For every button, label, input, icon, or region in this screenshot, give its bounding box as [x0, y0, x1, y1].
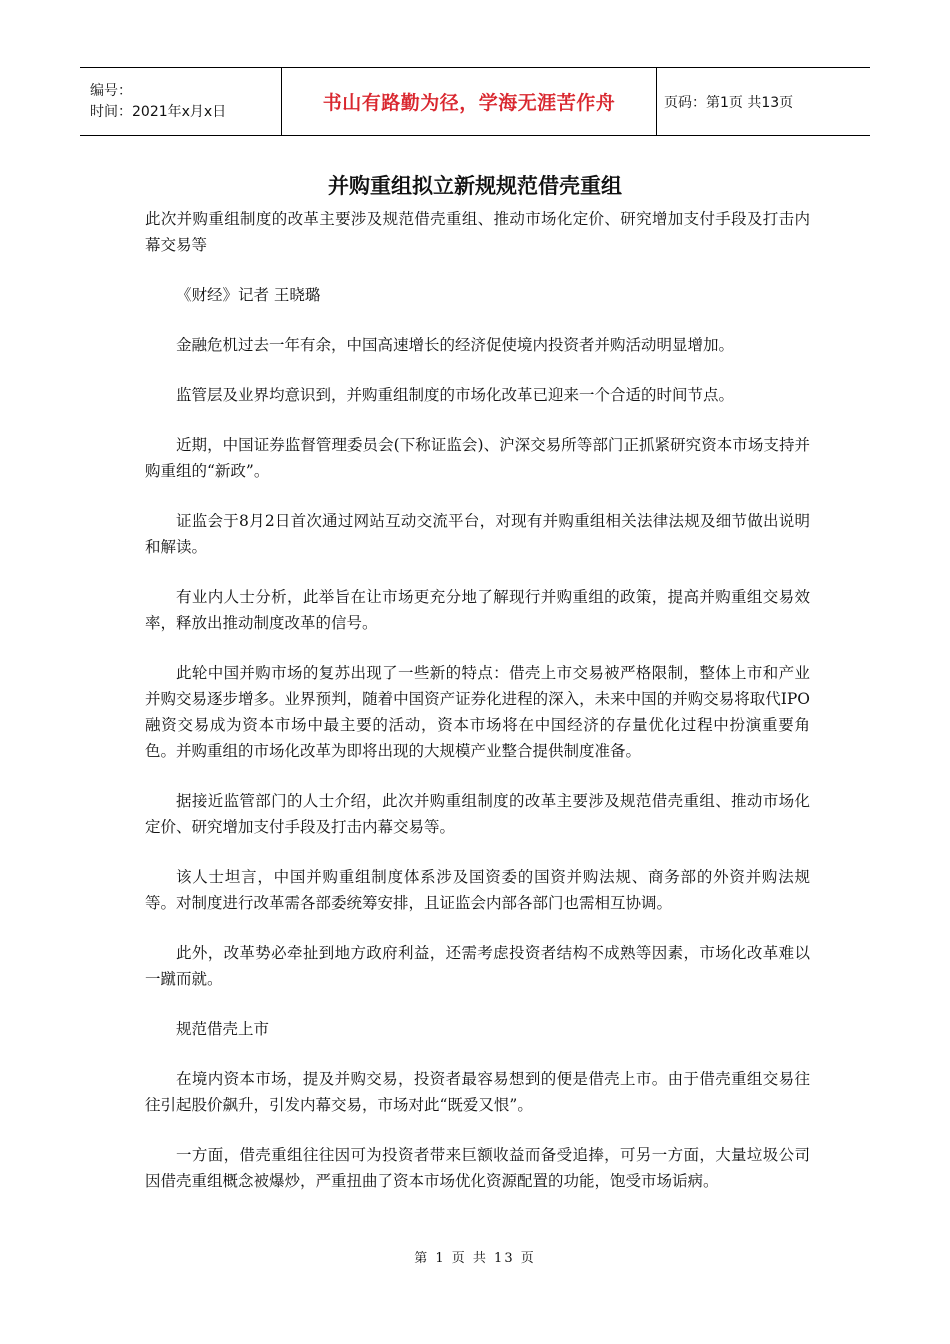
- document-date: 时间：2021年x月x日: [90, 103, 227, 120]
- article-paragraph: 该人士坦言，中国并购重组制度体系涉及国资委的国资并购法规、商务部的外资并购法规等。对制度进行改革需各部委统筹安排，且证监会内部各部门也需相互协调。: [145, 868, 810, 912]
- section-heading: 规范借壳上市: [176, 1020, 270, 1038]
- header-page-info-cell: [657, 68, 870, 135]
- article-byline: 《财经》记者 王晓璐: [176, 286, 321, 304]
- article-lead: 此次并购重组制度的改革主要涉及规范借壳重组、推动市场化定价、研究增加支付手段及打击内幕交易等: [145, 210, 810, 254]
- page-footer: 第 1 页 共 13 页: [414, 1251, 536, 1266]
- document-number-label: 编号：: [90, 82, 132, 99]
- article-paragraph: 监管层及业界均意识到，并购重组制度的市场化改革已迎来一个合适的时间节点。: [176, 386, 735, 404]
- header-table: [80, 67, 870, 136]
- article-paragraph: 在境内资本市场，提及并购交易，投资者最容易想到的便是借壳上市。由于借壳重组交易往往引起股价飙升，引发内幕交易，市场对此“既爱又恨”。: [145, 1070, 810, 1114]
- article-paragraph: 金融危机过去一年有余，中国高速增长的经济促使境内投资者并购活动明显增加。: [176, 336, 735, 354]
- header-motto-cell: [281, 68, 657, 135]
- article-paragraph: 此轮中国并购市场的复苏出现了一些新的特点：借壳上市交易被严格限制，整体上市和产业并购交易逐步增多。业界预判，随着中国资产证券化进程的深入，未来中国的并购交易将取代IPO融资交易成为资本市场中最主要的活动，资本市场将在中国经济的存量优化过程中扮演重要角色。并购重组的市场化改革为即将出现的大规模产业整合提供制度准备。: [145, 664, 810, 760]
- article-paragraph: 证监会于8月2日首次通过网站互动交流平台，对现有并购重组相关法律法规及细节做出说明和解读。: [145, 512, 810, 556]
- article-paragraph: 有业内人士分析，此举旨在让市场更充分地了解现行并购重组的政策，提高并购重组交易效率，释放出推动制度改革的信号。: [145, 588, 810, 632]
- header-page-info: 页码：第1页 共13页: [664, 94, 794, 111]
- article-body: [145, 206, 810, 1218]
- article-paragraph: 一方面，借壳重组往往因可为投资者带来巨额收益而备受追捧，可另一方面，大量垃圾公司因借壳重组概念被爆炒，严重扭曲了资本市场优化资源配置的功能，饱受市场诟病。: [145, 1146, 810, 1190]
- article-paragraph: 近期，中国证券监督管理委员会(下称证监会)、沪深交易所等部门正抓紧研究资本市场支持并购重组的“新政”。: [145, 436, 810, 480]
- header-motto: 书山有路勤为径，学海无涯苦作舟: [322, 92, 616, 114]
- article-paragraph: 此外，改革势必牵扯到地方政府利益，还需考虑投资者结构不成熟等因素，市场化改革难以一蹴而就。: [145, 944, 810, 988]
- article-title: 并购重组拟立新规规范借壳重组: [328, 174, 622, 198]
- header-meta: [80, 68, 281, 135]
- article-paragraph: 据接近监管部门的人士介绍，此次并购重组制度的改革主要涉及规范借壳重组、推动市场化定价、研究增加支付手段及打击内幕交易等。: [145, 792, 810, 836]
